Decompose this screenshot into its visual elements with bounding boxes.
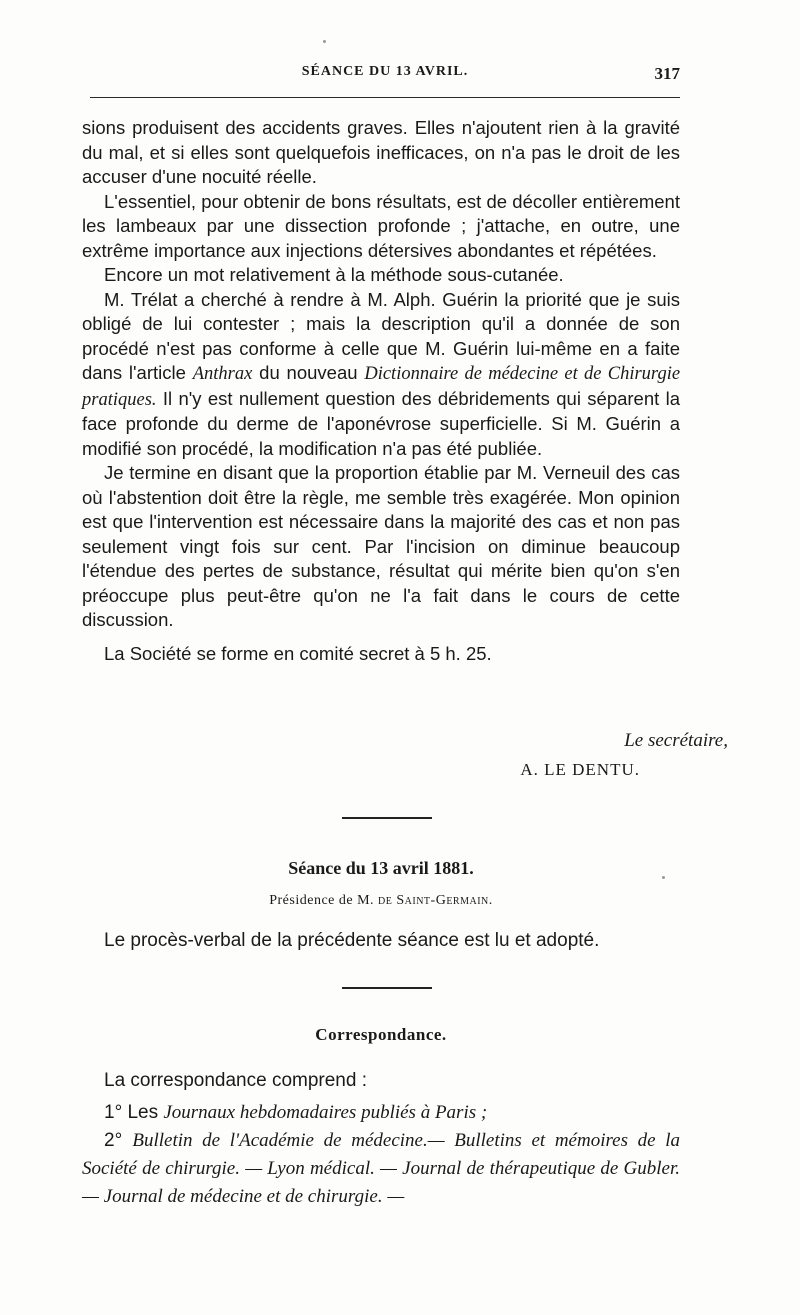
- correspondance-body: [82, 1067, 680, 1211]
- item-2-number: 2°: [104, 1130, 123, 1151]
- item-1-number: 1° Les: [104, 1102, 159, 1123]
- paragraph-4: [82, 288, 680, 462]
- anthrax-italic: Anthrax: [192, 364, 253, 384]
- item-2-italic: Bulletin de l'Académie de médecine.— Bulletins et mémoires de la Société de chirurgie. — Lyon médical. — Journal de thérapeutique de Gubler. — Journal de médecine et de chirurgie. —: [82, 1130, 680, 1207]
- paragraph-1: sions produisent des accidents graves. Elles n'ajoutent rien à la gravité du mal, et si elles sont quelquefois inefficaces, on n'a pas le droit de les accuser d'une nocuité réelle.: [82, 117, 680, 187]
- correspondance-intro: La correspondance comprend :: [104, 1070, 367, 1091]
- paragraph-6: La Société se forme en comité secret à 5 h. 25.: [104, 642, 492, 664]
- section-divider: [342, 817, 432, 819]
- presidence-name: de Saint-Germain.: [378, 893, 493, 908]
- page-header: [90, 64, 680, 88]
- section-divider-2: [342, 987, 432, 989]
- session-title: Séance du 13 avril 1881.: [288, 858, 474, 878]
- paragraph-5: Je termine en disant que la proportion établie par M. Verneuil des cas où l'abstention doit être la règle, me semble très exagérée. Mon opinion est que l'intervention est nécessaire dans la majorité des cas et non pas seulement vingt fois sur cent. Par l'incision on diminue beaucoup l'étendue des pertes de substance, résultat qui mérite bien qu'on s'en préoccupe plus peut-être qu'on ne l'a fait dans le cours de cette discussion.: [82, 462, 680, 630]
- minutes-line: Le procès-verbal de la précédente séance est lu et adopté.: [104, 930, 600, 951]
- header-rule: [90, 97, 680, 98]
- signature-surname: E DENTU.: [555, 760, 640, 779]
- paragraph-4-text: M. Trélat a cherché à rendre à M. Alph. Guérin la priorité que je suis obligé de lui contester ; mais la description qu'il a donnée de son procédé n'est pas conforme à celle que M. Guérin lui-même en a faite dans l'article: [82, 288, 680, 383]
- signature-initial: A. L: [520, 760, 556, 779]
- paragraph-2: L'essentiel, pour obtenir de bons résultats, est de décoller entièrement les lambeaux par une dissection profonde ; j'attache, en outre, une extrême importance aux injections détersives abondantes et répétées.: [82, 190, 680, 261]
- signature-role: Le secrétaire,: [624, 730, 728, 751]
- presidence-prefix: Présidence de M.: [269, 893, 379, 908]
- dictionnaire-italic: Dictionnaire de médecine et de Chirurgie pratiques.: [82, 364, 681, 410]
- correspondance-heading: Correspondance.: [315, 1025, 447, 1044]
- paper-speck: [323, 40, 326, 43]
- paragraph-4-text-3: Il n'y est nullement question des débridements qui séparent la face profonde du derme de l'aponévrose superficielle. Si M. Guérin a modifié son procédé, la modification n'a pas été publiée.: [82, 387, 681, 459]
- correspondance-item-1: [82, 1099, 680, 1127]
- signature-name: [520, 760, 640, 780]
- correspondance-item-2: [82, 1127, 680, 1211]
- paper-speck: [662, 876, 665, 879]
- presidence-line: [82, 893, 680, 909]
- running-title: SÉANCE DU 13 AVRIL.: [301, 64, 469, 79]
- item-1-italic: Journaux hebdomadaires publiés à Paris ;: [163, 1102, 488, 1123]
- paragraph-3: Encore un mot relativement à la méthode sous-cutanée.: [104, 264, 564, 285]
- page-number: 317: [654, 64, 680, 83]
- main-text: [82, 116, 680, 666]
- paragraph-4-text-2: du nouveau: [259, 362, 358, 383]
